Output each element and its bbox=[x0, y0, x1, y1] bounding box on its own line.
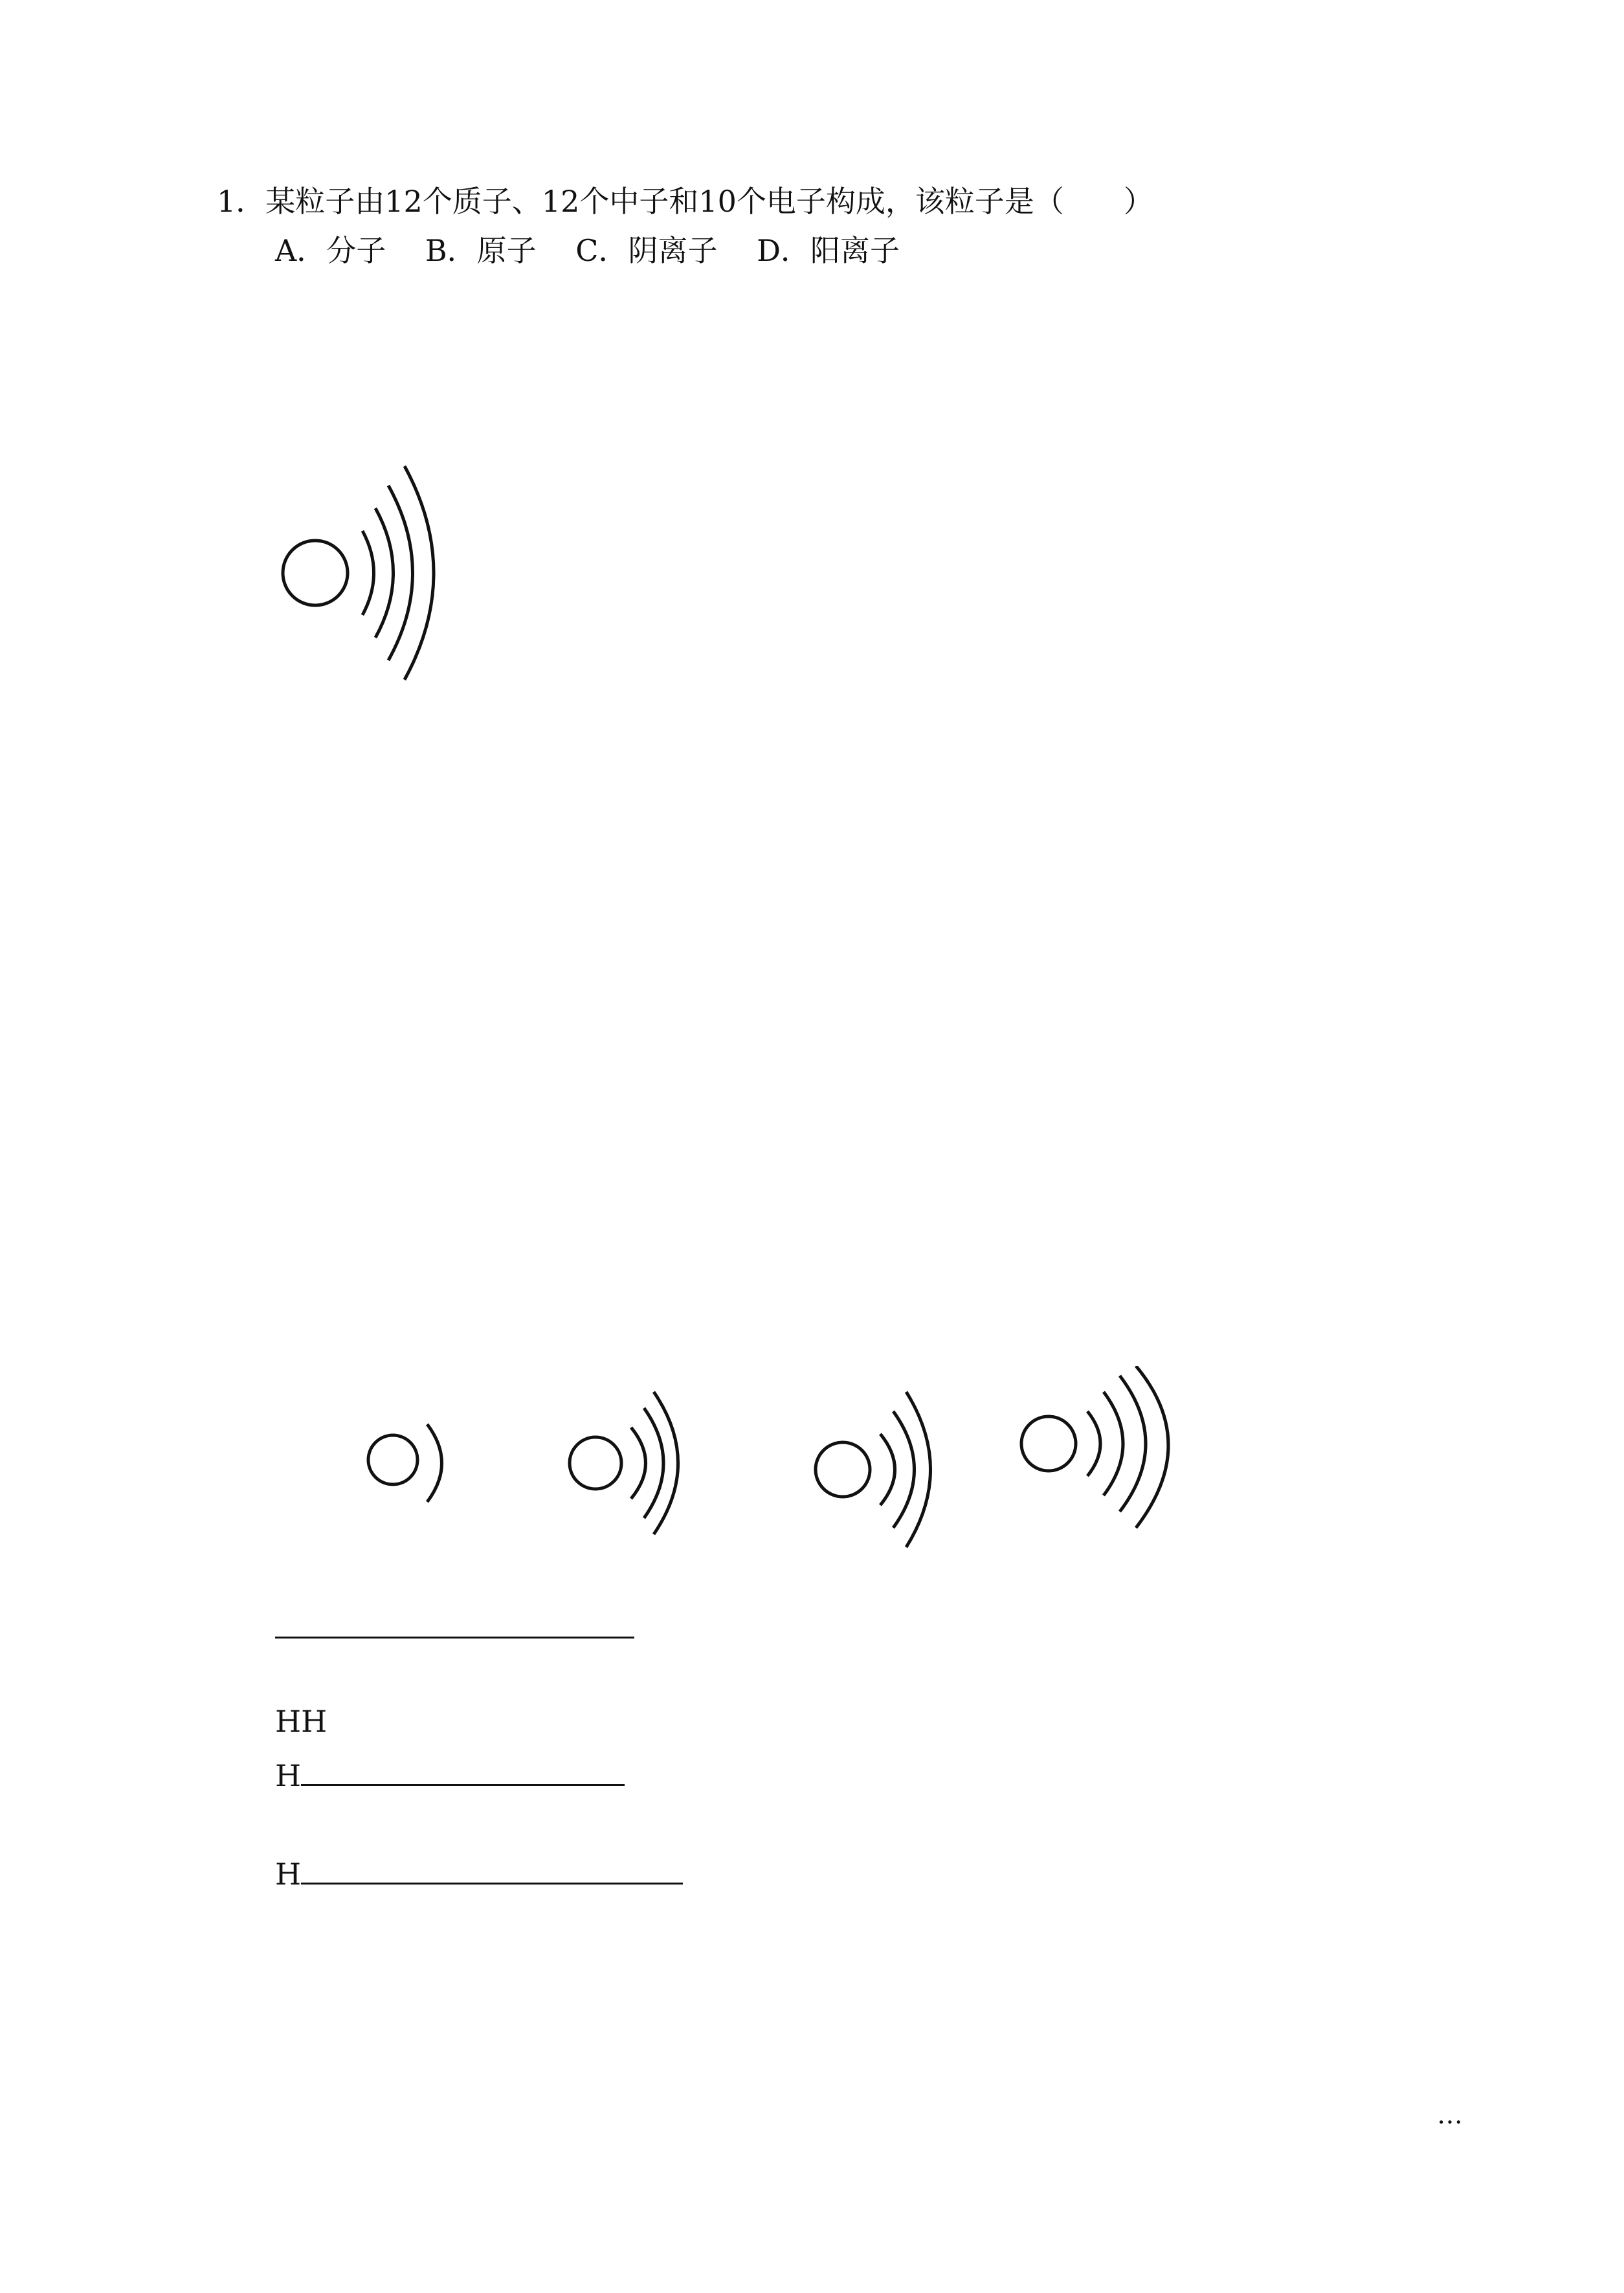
q7-blank-2[interactable] bbox=[392, 1605, 518, 1639]
question-1-options: A．分子 B．原子 C．阴离子 D．阳离子 bbox=[275, 233, 900, 268]
q7-blank-3[interactable] bbox=[518, 1605, 634, 1639]
atom-diagram-b bbox=[563, 1385, 699, 1541]
question-1-stem: 1．某粒子由12个质子、12个中子和10个电子构成，该粒子是（ ） bbox=[217, 184, 1153, 219]
question-7-line1 bbox=[275, 1605, 634, 1646]
question-8-stem: HH bbox=[275, 1704, 328, 1739]
atom-diagram-a bbox=[366, 1398, 463, 1528]
q8-blank-electrons[interactable] bbox=[447, 1753, 625, 1786]
atom-diagram-d bbox=[1016, 1366, 1204, 1554]
question-8-part2: H bbox=[275, 1851, 683, 1892]
q8-blank-protons[interactable] bbox=[301, 1753, 447, 1786]
page-number: … bbox=[1437, 2100, 1463, 2130]
sodium-atom-diagram bbox=[278, 460, 473, 686]
q7-blank-1[interactable] bbox=[275, 1605, 392, 1639]
atom-diagram-c bbox=[809, 1385, 951, 1554]
q8-blank-structure[interactable] bbox=[301, 1851, 683, 1885]
question-8-part1: H bbox=[275, 1753, 625, 1793]
